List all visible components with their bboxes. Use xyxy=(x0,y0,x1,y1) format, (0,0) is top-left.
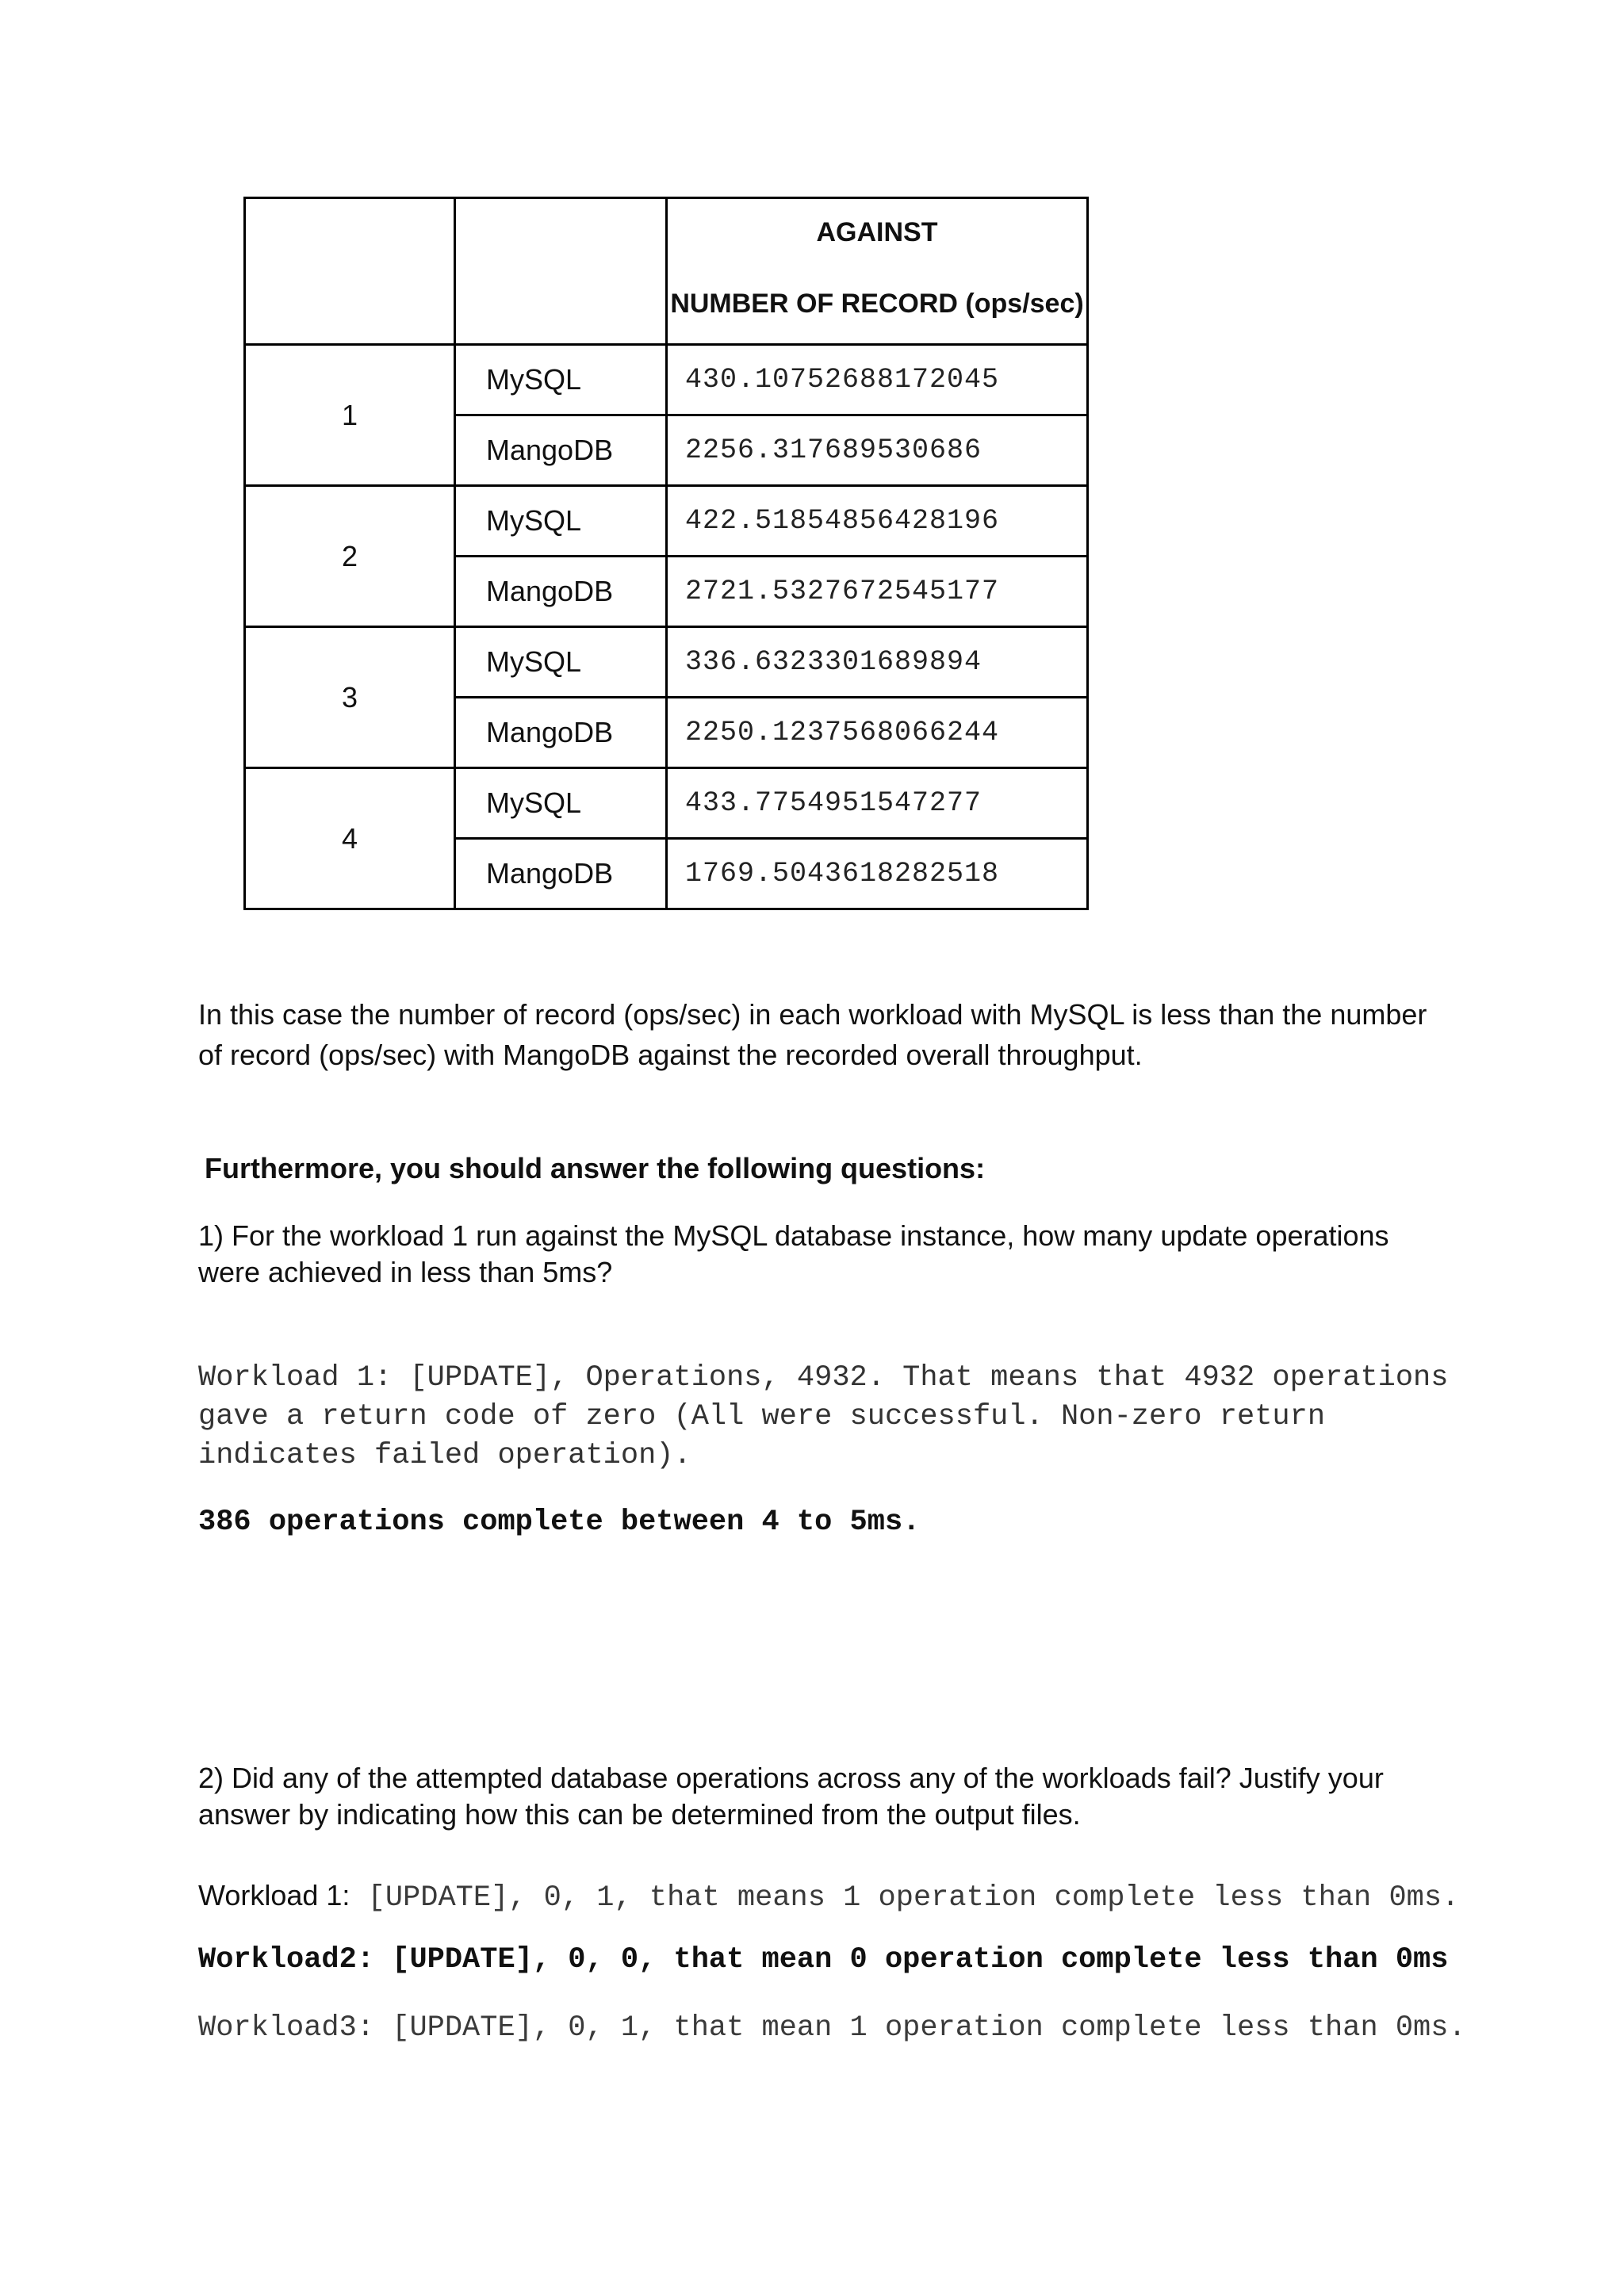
throughput-value-cell: 433.7754951547277 xyxy=(667,768,1088,839)
workload-2-result: Workload2: [UPDATE], 0, 0, that mean 0 operation complete less than 0ms xyxy=(198,1943,1449,1976)
questions-heading: Furthermore, you should answer the following questions: xyxy=(205,1152,986,1184)
header-line-number-of-record: NUMBER OF RECORD (ops/sec) xyxy=(670,289,1084,319)
header-cell xyxy=(667,198,1088,345)
db-name-cell: MangoDB xyxy=(455,698,667,768)
db-name-cell: MySQL xyxy=(455,627,667,698)
summary-paragraph: In this case the number of record (ops/sec) in each workload with MySQL is less than the number of record (ops/sec) with MangoDB against the recorded overall throughput. xyxy=(198,998,1427,1071)
answer-1-bold: 386 operations complete between 4 to 5ms. xyxy=(198,1506,921,1539)
throughput-value-cell: 2250.1237568066244 xyxy=(667,698,1088,768)
header-empty-cell-1 xyxy=(245,198,455,345)
workload-number-cell: 3 xyxy=(245,627,455,768)
db-name-cell: MangoDB xyxy=(455,415,667,486)
table-row xyxy=(245,486,1088,557)
workload-1-result xyxy=(198,1879,1483,1915)
table-row xyxy=(245,768,1088,839)
question-1: 1) For the workload 1 run against the MySQL database instance, how many update operations were achieved in less than 5ms? xyxy=(198,1219,1389,1288)
db-name-cell: MySQL xyxy=(455,486,667,557)
workload-number-cell: 1 xyxy=(245,345,455,486)
table-row xyxy=(245,345,1088,415)
throughput-value-cell: 422.51854856428196 xyxy=(667,486,1088,557)
throughput-value-cell: 430.10752688172045 xyxy=(667,345,1088,415)
workload-1-text: [UPDATE], 0, 1, that means 1 operation complete less than 0ms. xyxy=(350,1881,1460,1915)
db-name-cell: MySQL xyxy=(455,768,667,839)
workload-number-cell: 2 xyxy=(245,486,455,627)
question-2: 2) Did any of the attempted database operations across any of the workloads fail? Justify your answer by indicating how this can be determined from the output files. xyxy=(198,1762,1384,1831)
answer-1-text: Workload 1: [UPDATE], Operations, 4932. That means that 4932 operations gave a return code of zero (All were successful. Non-zero return indicates failed operation). xyxy=(198,1361,1449,1472)
table-row xyxy=(245,627,1088,698)
throughput-value-cell: 2721.5327672545177 xyxy=(667,557,1088,627)
db-name-cell: MangoDB xyxy=(455,557,667,627)
workload-1-label: Workload 1: xyxy=(198,1879,350,1911)
throughput-table xyxy=(243,197,1089,910)
table-header-row xyxy=(245,198,1088,345)
workload-3-result: Workload3: [UPDATE], 0, 1, that mean 1 operation complete less than 0ms. xyxy=(198,2011,1466,2045)
throughput-value-cell: 336.6323301689894 xyxy=(667,627,1088,698)
throughput-value-cell: 2256.317689530686 xyxy=(667,415,1088,486)
db-name-cell: MangoDB xyxy=(455,839,667,909)
header-line-against: AGAINST xyxy=(816,217,938,247)
header-empty-cell-2 xyxy=(455,198,667,345)
db-name-cell: MySQL xyxy=(455,345,667,415)
workload-number-cell: 4 xyxy=(245,768,455,909)
results-table-container xyxy=(243,197,1086,910)
throughput-value-cell: 1769.5043618282518 xyxy=(667,839,1088,909)
